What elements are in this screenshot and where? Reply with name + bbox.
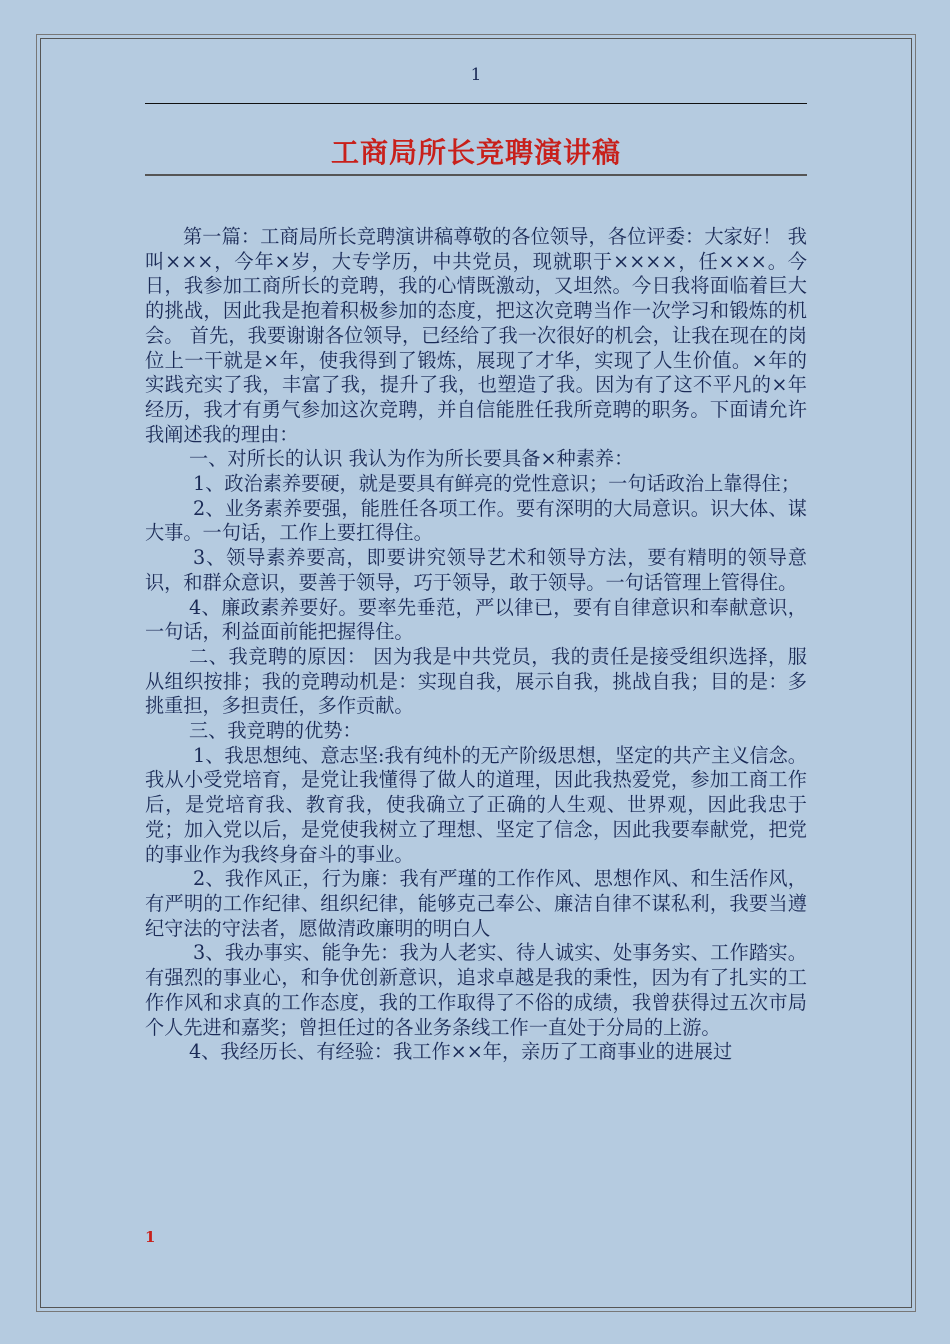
paragraph: 4、我经历长、有经验：我工作××年，亲历了工商事业的进展过 bbox=[189, 1040, 733, 1064]
paragraph: 2、业务素养要强，能胜任各项工作。要有深明的大局意识。识大体、谋大事。一句话，工作上要扛得住。 bbox=[145, 496, 807, 545]
section-heading: 三、我竞聘的优势： bbox=[189, 719, 362, 743]
document-body bbox=[145, 225, 807, 1065]
paragraph: 3、领导素养要高，即要讲究领导艺术和领导方法，要有精明的领导意识，和群众意识，要善于领导，巧于领导，敢于领导。一句话管理上管得住。 bbox=[145, 546, 807, 594]
section-heading: 一、对所长的认识 我认为作为所长要具备×种素养： bbox=[189, 447, 634, 471]
document-title: 工商局所长竞聘演讲稿 bbox=[330, 136, 621, 169]
document-page bbox=[40, 38, 912, 1308]
paragraph: 2、我作风正，行为廉：我有严瑾的工作作风、思想作风、和生活作风，有严明的工作纪律、组织纪律，能够克己奉公、廉洁自律不谋私利，我要当遵纪守法的守法者，愿做清政廉明的明白人 bbox=[145, 867, 807, 940]
paragraph: 4、廉政素养要好。要率先垂范，严以律已，要有自律意识和奉献意识，一句话，利益面前能把握得住。 bbox=[145, 595, 807, 644]
paragraph: 二、我竞聘的原因： 因为我是中共党员，我的责任是接受组织选择，服从组织按排；我的竞聘动机是：实现自我，展示自我，挑战自我；目的是：多挑重担，多担责任，多作贡献。 bbox=[145, 644, 807, 718]
header-rule bbox=[145, 103, 807, 104]
paragraph: 1、我思想纯、意志坚:我有纯朴的无产阶级思想，坚定的共产主义信念。我从小受党培育，是党让我懂得了做人的道理，因此我热爱党，参加工商工作后，是党培育我、教育我，使我确立了正确的人生观、世界观，因此我忠于党；加入党以后，是党使我树立了理想、坚定了信念，因此我要奉献党，把党的事业作为我终身奋斗的事业。 bbox=[145, 743, 807, 866]
paragraph: 3、我办事实、能争先：我为人老实、待人诚实、处事务实、工作踏实。有强烈的事业心，和争优创新意识，追求卓越是我的秉性，因为有了扎实的工作作风和求真的工作态度，我的工作取得了不俗的成绩，我曾获得过五次市局个人先进和嘉奖；曾担任过的各业务条线工作一直处于分局的上游。 bbox=[145, 941, 807, 1039]
paragraph: 1、政治素养要硬，就是要具有鲜亮的党性意识；一句话政治上靠得住； bbox=[193, 472, 801, 496]
header-page-number: 1 bbox=[470, 65, 482, 85]
title-rule bbox=[145, 174, 807, 176]
footer-page-number: 1 bbox=[145, 1228, 156, 1246]
paragraph: 第一篇：工商局所长竞聘演讲稿尊敬的各位领导，各位评委：大家好！ 我叫×××，今年×岁，大专学历，中共党员，现就职于××××，任×××。今日，我参加工商所长的竞聘，我的心情既激动，又坦然。今日我将面临着巨大的挑战，因此我是抱着积极参加的态度，把这次竞聘当作一次学习和锻炼的机会。 首先，我要谢谢各位领导，已经给了我一次很好的机会，让我在现在的岗位上一干就是×年，使我得到了锻炼，展现了才华，实现了人生价值。×年的实践充实了我，丰富了我，提升了我，也塑造了我。因为有了这不平凡的×年经历，我才有勇气参加这次竞聘，并自信能胜任我所竞聘的职务。下面请允许我阐述我的理由： bbox=[145, 225, 807, 446]
